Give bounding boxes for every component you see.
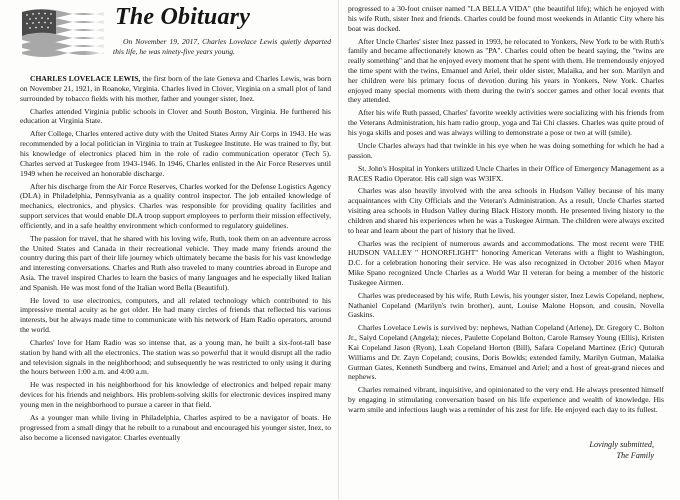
boating-continued-paragraph: progressed to a 30-foot cruiser named "LA BELLA VIDA" (the beautiful life); which he enjoyed with his wife Ruth, sister Inez and friends. Charles could be found most weekends in Atlantic City where his boat was docked. <box>348 4 664 33</box>
intro-text: the first born of the late Geneva and Charles Lewis, was born on November 21, 1921, in Roanoke, Virginia. Charles lived in Clover, Virginia on a small plot of land surrounded by tobacco fields with his mother, father and younger sister, Inez. <box>20 74 331 103</box>
page-fold-divider <box>338 0 339 500</box>
predeceased-paragraph: Charles was predeceased by his wife, Ruth Lewis, his younger sister, Inez Lewis Copeland, nephew, Nathaniel Copeland (Marilyn's twin brother), aunt, Louise Malone Hopson, and cousin, Novella Gaskins. <box>348 290 664 320</box>
right-column <box>348 4 664 461</box>
obituary-title: The Obituary <box>115 4 251 30</box>
education-paragraph: Charles attended Virginia public schools in Clover and South Boston, Virginia. He furthered his education at Virginia State. <box>20 106 331 126</box>
signoff-line: Lovingly submitted, <box>589 439 654 449</box>
ham-radio-paragraph: Charles' love for Ham Radio was so intense that, as a young man, he built a six-foot-tall base station by hand with all the electronics. The station was so powerful that it would disrupt all the radio and television signals in the neighborhood; and subsequently he was restricted to only using it during the hours between 1:00 a.m. and 4:00 a.m. <box>20 338 331 377</box>
closing-paragraph: Charles remained vibrant, inquisitive, and opinionated to the very end. He always presented himself by engaging in stimulating conversation based on his life experience and wealth of knowledge. His warm smile and infectious laugh was a reminder of his zest for life. He enjoyed each day to its fullest. <box>348 385 664 414</box>
neighborhood-paragraph: He was respected in his neighborhood for his knowledge of electronics and helped repair many devices for his friends and neighbors. His problem-solving skills for electronic devices inspired many young men in the neighborhood to pursue a career in that field. <box>20 380 331 410</box>
signoff-signature: The Family <box>616 450 654 460</box>
signoff <box>348 439 664 461</box>
schools-paragraph: Charles was also heavily involved with the area schools in Hudson Valley because of his many acquaintances with City Officials and the Veteran's Administration. As a result, Uncle Charles started visiting area schools in Hudson Valley during Black History month. He presented living history to the children and shared his experiences when he was a Tuskegee Airman. The children were always excited to hear and learn about the part of history that he lived. <box>348 186 664 235</box>
left-column <box>20 4 331 446</box>
technology-paragraph: He loved to use electronics, computers, and all related technology which contributed to his impressive mental acuity as he got older. He had many circles of friends that reflected his various interests, but he always made time to communicate with his network of Ham Radio operators, around the world. <box>20 295 331 335</box>
career-paragraph: After his discharge from the Air Force Reserves, Charles worked for the Defense Logistics Agency (DLA) in Philadelphia, Pennsylvania as a quality control inspector. The job entailed knowledge of mechanics, electronics, and physics. Charles was responsible for providing quality facilities and support services that would enable DLA troop support employees to perform their mission effectively, efficiently, and in a safe healthy environment which conformed to regulatory guidelines. <box>20 181 331 230</box>
yonkers-paragraph: After Uncle Charles' sister Inez passed in 1993, he relocated to Yonkers, New York to be with Ruth's family and became affectionately known as "PA". Charles could often be heard saying, the "twins are really something" and that he enjoyed every moment that he spent with them. He tremendously enjoyed the time spent with the twins, Emanuel and Ariel, their older sister, Malaika, and her son. Marilyn and her children were his primary focus of devotion during his years in Yonkers, New York. Charles enjoyed many special moments with them during the twin's soccer games and other local events that they attended. <box>348 36 664 105</box>
obituary-tagline: On November 19, 2017, Charles Lovelace Lewis quietly departed this life, he was ninety-five years young. <box>113 37 331 56</box>
travel-paragraph: The passion for travel, that he shared with his loving wife, Ruth, took them on an adventure across the United States and Canada in their recreational vehicle. They made many friends around the country during this part of their life journey which ultimately became the basis for his vast knowledge and interesting conversations. Charles and Ruth also traveled to many countries abroad in Europe and Asia. The travel inspired Charles to learn the basics of many languages and he especially liked Italian and Spanish. He was most fond of the Italian word Bella (Beautiful). <box>20 233 331 292</box>
deceased-name: CHARLES LOVELACE LEWIS, <box>30 74 141 83</box>
survivors-paragraph: Charles Lovelace Lewis is survived by: nephews, Nathan Copeland (Arlene), Dr. Gregory C. Bolton Jr., Saiyd Copeland (Angela); nieces, Paulette Copeland Bolton, Carole Ramsey Young (Ellis), Kristen Kai Copeland Jason (Ryon), Leah Copeland Horton (Bill), Safara Copeland Martinez (Eric) Quturah Williams and Dr. Zayn Copeland; cousins, Doris Bowlds; extended family, Marilyn Gutman, Malaika Gutman Gates, Kenneth Sundberg and twins, Emanuel and Ariel; and a host of great-grand nieces and nephews. <box>348 323 664 382</box>
military-service-paragraph: After College, Charles entered active duty with the United States Army Air Corps in 1943. He was recommended by a local politician in Virginia to train at Tuskegee Institute. He was trained to fly, but his knowledge of electronics placed him in the role of radio communication operator (Tech 5). Charles served at Tuskegee from 1943-1946. In 1946, Charles enlisted in the Air Force Reserves until 1949 when he received an honorable discharge. <box>20 129 331 178</box>
hospital-paragraph: St. John's Hospital in Yonkers utilized Uncle Charles in their Office of Emergency Management as a RACES Radio Operator. His call sign was W3IFX. <box>348 163 664 183</box>
american-flag-icon <box>20 6 106 58</box>
obituary-header <box>20 4 331 84</box>
activities-paragraph: After his wife Ruth passed, Charles' favorite weekly activities were socializing with his friends from the Veterans Administration, his ham radio group, yoga and Tai Chi classes. Charles was quite proud of his yoga skills and poses and was always willing to demonstrate a pose or two at will (smile). <box>348 108 664 137</box>
awards-paragraph: Charles was the recipient of numerous awards and accommodations. The most recent were THE HUDSON VALLEY " HONORFLIGHT" honoring American Veterans with a flight to Washington, D.C. for a celebration honoring their service. He was also recognized in October 2016 when Mayor Mike Spano recognized Uncle Charles as a World War II veteran for being a member of the historic Tuskegee Airmen. <box>348 238 664 287</box>
boating-paragraph: As a younger man while living in Philadelphia, Charles aspired to be a navigator of boats. He progressed from a small dingy that he rebuilt to a runabout and encouraged his younger sister, Inez, to also become a licensed navigator. Charles eventually <box>20 413 331 442</box>
twinkle-paragraph: Uncle Charles always had that twinkle in his eye when he was doing something for which he had a passion. <box>348 140 664 160</box>
